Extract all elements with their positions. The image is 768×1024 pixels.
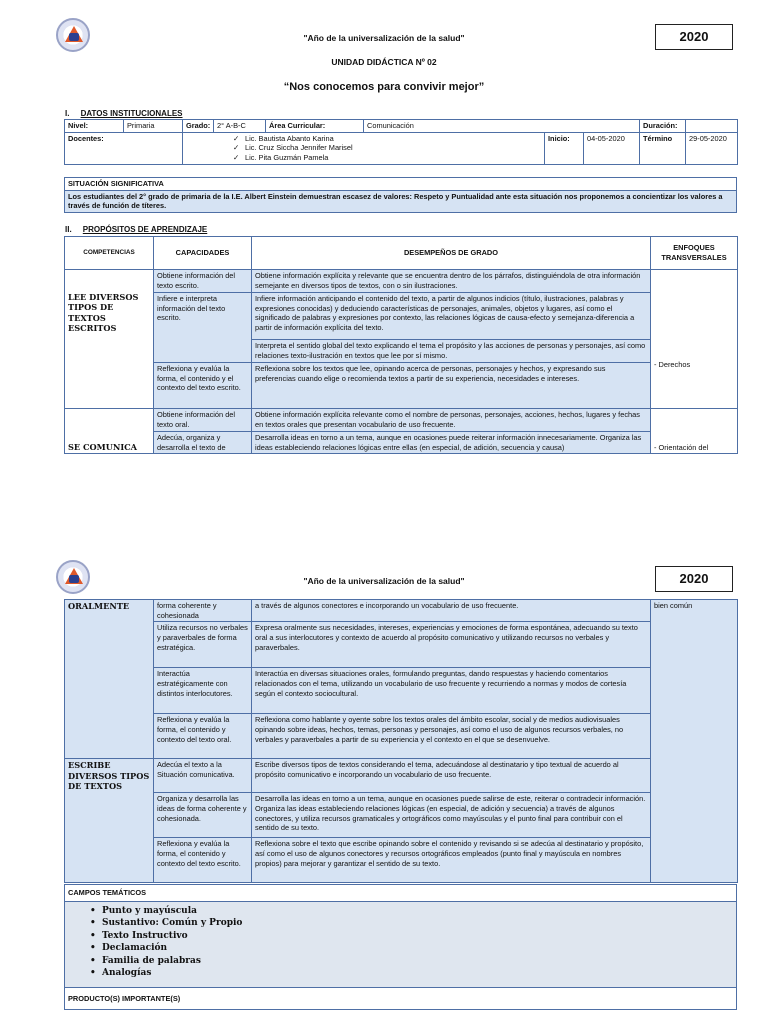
termino-label: Término <box>640 132 686 164</box>
col-desempenos: DESEMPEÑOS DE GRADO <box>252 237 651 270</box>
capacidad-cell: Interactúa estratégicamente con distintos interlocutores. <box>154 668 252 714</box>
desempeno-cell: Interpreta el sentido global del texto explicando el tema el propósito y las acciones de personas y personajes, así como relaciones texto-ilustración en textos que lee por sí mismo. <box>252 340 651 363</box>
situacion-text: Los estudiantes del 2° grado de primaria de la I.E. Albert Einstein demuestran escasez de valores: Respeto y Puntualidad ante esta situación nos proponemos a concientizar los valores a través de función de títeres. <box>65 190 737 212</box>
capacidad-cell: Reflexiona y evalúa la forma, el contenido y el contexto del texto escrito. <box>154 363 252 409</box>
enfoque-derechos: - Derechos <box>651 270 738 409</box>
desempeno-cell: Desarrolla las ideas en torno a un tema, aunque en ocasiones puede salirse de este, reiterar o contradecir información. Organiza las ideas estableciendo relaciones lógicas (en especial, de adición y secuencia) a través de algunos conectores, y utiliza recursos gramaticales y ortográficos como mayúsculas y el punto final para contribuir con el sentido de su texto. <box>252 793 651 838</box>
desempeno-cell: Reflexiona sobre los textos que lee, opinando acerca de personas, personajes y hechos, y expresando sus preferencias cuando elige o recomienda textos a partir de su experiencia, necesidades e intereses. <box>252 363 651 409</box>
unit-title: UNIDAD DIDÁCTICA Nº 02 <box>331 57 437 67</box>
col-capacidades: CAPACIDADES <box>154 237 252 270</box>
capacidad-cell: Adecúa, organiza y desarrolla el texto de <box>154 432 252 454</box>
campos-table <box>64 884 737 1010</box>
competencia-escribe: ESCRIBE DIVERSOS TIPOS DE TEXTOS <box>65 759 154 883</box>
grado-value: 2° A-B-C <box>214 120 266 133</box>
capacidad-cell: Obtiene información del texto escrito. <box>154 270 252 293</box>
capacidad-cell: forma coherente y cohesionada <box>154 600 252 622</box>
campos-label: CAMPOS TEMÁTICOS <box>65 885 737 902</box>
duracion-label: Duración: <box>640 120 686 133</box>
docente-item: ✓ Lic. Bautista Abanto Karina <box>233 134 541 144</box>
section-1-heading: I. DATOS INSTITUCIONALES <box>65 109 183 118</box>
situacion-table <box>64 177 737 213</box>
competencia-oralmente: ORALMENTE <box>65 600 154 759</box>
desempeno-cell: Interactúa en diversas situaciones orales, formulando preguntas, dando respuestas y haciendo comentarios relacionados con el tema, utilizando un vocabulario de uso frecuente y recurriendo a normas y modos de cortesía según el contexto sociocultural. <box>252 668 651 714</box>
page-2 <box>0 550 768 1024</box>
col-competencias: COMPETENCIAS <box>65 237 154 270</box>
docente-item: ✓ Lic. Pita Guzmán Pamela <box>233 153 541 163</box>
unit-name: “Nos conocemos para convivir mejor” <box>283 81 485 93</box>
motto: "Año de la universalización de la salud" <box>303 33 465 43</box>
page-gap <box>0 470 768 550</box>
year-box: 2020 <box>655 566 733 592</box>
motto: "Año de la universalización de la salud" <box>303 576 465 586</box>
page-1 <box>0 0 768 470</box>
area-label: Área Curricular: <box>266 120 364 133</box>
termino-value: 29-05-2020 <box>686 132 738 164</box>
enfoque-orientacion: - Orientación del <box>651 409 738 454</box>
campo-item: • Sustantivo: Común y Propio <box>90 917 733 929</box>
capacidad-cell: Reflexiona y evalúa la forma, el contenido y contexto del texto oral. <box>154 714 252 759</box>
nivel-value: Primaria <box>124 120 183 133</box>
campo-item: • Familia de palabras <box>90 955 733 967</box>
campos-list <box>65 902 737 988</box>
desempeno-cell: Expresa oralmente sus necesidades, intereses, experiencias y emociones de forma espontánea, adecuando su texto oral a sus interlocutores y contexto de acuerdo al propósito comunicativo y utilizando recursos no verbales y paraverbales. <box>252 622 651 668</box>
capacidad-cell: Reflexiona y evalúa la forma, el contenido y contexto del texto escrito. <box>154 838 252 883</box>
desempeno-cell: Reflexiona como hablante y oyente sobre los textos orales del ámbito escolar, social y de medios audiovisuales opinando sobre ideas, hechos, temas, personas y personajes, así como el uso de algunos recursos verbales, no verbales y paraverbales a partir de su experiencia y el contexto en el que se desenvuelve. <box>252 714 651 759</box>
competencia-comunica: SE COMUNICA <box>65 409 154 454</box>
capacidad-cell: Utiliza recursos no verbales y paraverbales de forma estratégica. <box>154 622 252 668</box>
desempeno-cell: Reflexiona sobre el texto que escribe opinando sobre el contenido y revisando si se adecúa al destinatario y propósito, así como el uso de algunos conectores y recursos ortográficos empleados (punto final y mayúscula en nombres propios) para mejorar y garantizar el sentido de su texto. <box>252 838 651 883</box>
propositos-table-p1 <box>64 236 738 454</box>
propositos-table-p2 <box>64 599 738 883</box>
desempeno-cell: Infiere información anticipando el contenido del texto, a partir de algunos indicios (título, ilustraciones, palabras y expresiones conocidas) y deduciendo características de personajes, animales, objetos y lugares, así como el significado de palabras y expresiones por contexto, las relaciones lógicas de causa-efecto y semejanza-diferencia a partir de información explícita del texto. <box>252 293 651 340</box>
capacidad-cell: Obtiene información del texto oral. <box>154 409 252 432</box>
year-box: 2020 <box>655 24 733 50</box>
campo-item: • Punto y mayúscula <box>90 905 733 917</box>
docentes-label: Docentes: <box>65 132 183 164</box>
grado-label: Grado: <box>183 120 214 133</box>
desempeno-cell: Escribe diversos tipos de textos considerando el tema, adecuándose al destinatario y tipo textual de acuerdo al propósito comunicativo e incorporando un vocabulario de uso frecuente. <box>252 759 651 793</box>
nivel-label: Nivel: <box>65 120 124 133</box>
inicio-label: Inicio: <box>545 132 584 164</box>
capacidad-cell: Infiere e interpreta información del texto escrito. <box>154 293 252 363</box>
area-value: Comunicación <box>364 120 640 133</box>
desempeno-cell: Desarrolla ideas en torno a un tema, aunque en ocasiones puede reiterar información innecesariamente. Organiza las ideas estableciendo relaciones lógicas entre ellas (en especial, de adición, secuencia y causa) <box>252 432 651 454</box>
desempeno-cell: a través de algunos conectores e incorporando un vocabulario de uso frecuente. <box>252 600 651 622</box>
enfoque-bien-comun: bien común <box>651 600 738 883</box>
col-enfoques: ENFOQUES TRANSVERSALES <box>651 237 738 270</box>
section-2-heading: II. PROPÓSITOS DE APRENDIZAJE <box>65 225 208 234</box>
competencia-lee: LEE DIVERSOS TIPOS DE TEXTOS ESCRITOS <box>65 270 154 409</box>
docentes-list <box>183 132 545 164</box>
situacion-label: SITUACIÓN SIGNIFICATIVA <box>65 178 737 191</box>
docente-item: ✓ Lic. Cruz Siccha Jennifer Marisel <box>233 143 541 153</box>
inicio-value: 04-05-2020 <box>584 132 640 164</box>
desempeno-cell: Obtiene información explícita relevante como el nombre de personas, personajes, acciones, hechos, lugares y fechas en textos orales que presentan vocabulario de uso frecuente. <box>252 409 651 432</box>
desempeno-cell: Obtiene información explícita y relevante que se encuentra dentro de los párrafos, distinguiéndola de otra información semejante en diversos tipos de textos, con o sin ilustraciones. <box>252 270 651 293</box>
institutional-data-table <box>64 119 738 165</box>
producto-label: PRODUCTO(S) IMPORTANTE(S) <box>65 988 737 1010</box>
campo-item: • Texto Instructivo <box>90 930 733 942</box>
campo-item: • Analogías <box>90 967 733 979</box>
capacidad-cell: Organiza y desarrolla las ideas de forma coherente y cohesionada. <box>154 793 252 838</box>
duracion-value <box>686 120 738 133</box>
capacidad-cell: Adecúa el texto a la Situación comunicativa. <box>154 759 252 793</box>
campo-item: • Declamación <box>90 942 733 954</box>
